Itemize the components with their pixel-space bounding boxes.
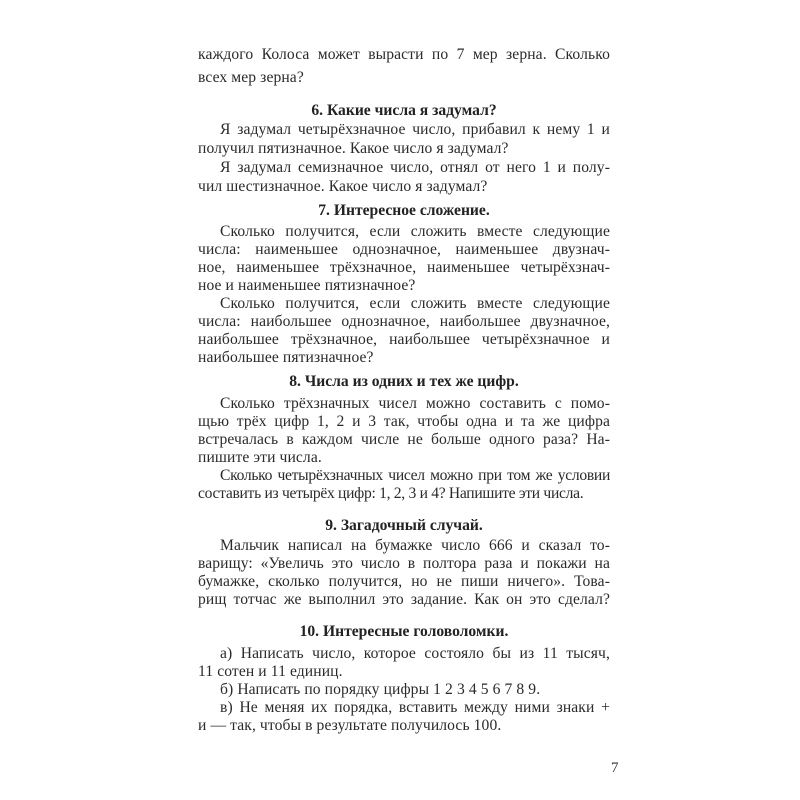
- text-line: Сколько трёхзначных чисел можно составить с помо-: [220, 395, 610, 412]
- text-line: каждого Колоса может вырасти по 7 мер зерна. Сколько: [198, 46, 610, 63]
- text-line: Сколько четырёхзначных чисел можно при том же условии: [220, 467, 610, 484]
- text-line: Сколько получится, если сложить вместе следующие: [220, 295, 610, 312]
- text-line: ное, наименьшее трёхзначное, наименьшее четырёхзнач-: [198, 259, 610, 276]
- text-line: щью трёх цифр 1, 2 и 3 так, чтобы одна и та же цифра: [198, 413, 610, 430]
- text-line: рищ тотчас же выполнил это задание. Как он это сделал?: [198, 591, 610, 608]
- section-heading: 8. Числа из одних и тех же цифр.: [289, 373, 519, 390]
- text-line: бумажке, сколько получится, но не пиши ничего». Това-: [198, 573, 610, 590]
- text-line: составить из четырёх цифр: 1, 2, 3 и 4? Напишите эти числа.: [198, 485, 584, 502]
- text-line: числа: наименьшее однозначное, наименьшее двузнач-: [198, 241, 610, 258]
- text-line: наибольшее трёхзначное, наибольшее четырёхзначное и: [198, 331, 610, 348]
- text-line: Я задумал семизначное число, отнял от него 1 и полу-: [220, 159, 610, 176]
- text-line: а) Написать число, которое состояло бы из 11 тысяч,: [220, 645, 610, 662]
- section-heading: 10. Интересные головоломки.: [299, 623, 509, 640]
- text-line: Мальчик написал на бумажке число 666 и сказал то-: [220, 537, 610, 554]
- text-line: числа: наибольшее однозначное, наибольшее двузначное,: [198, 313, 610, 330]
- page-number: 7: [611, 760, 619, 776]
- text-line: получил пятизначное. Какое число я задумал?: [198, 140, 509, 157]
- section-heading: 7. Интересное сложение.: [318, 202, 490, 219]
- text-line: варищу: «Увеличь это число в полтора раза и покажи на: [198, 555, 610, 572]
- text-line: всех мер зерна?: [198, 69, 304, 86]
- section-heading: 6. Какие числа я задумал?: [311, 102, 497, 119]
- text-line: в) Не меняя их порядка, вставить между ними знаки +: [220, 699, 610, 716]
- text-line: наибольшее пятизначное?: [198, 349, 374, 366]
- text-line: ное и наименьшее пятизначное?: [198, 277, 416, 294]
- text-line: Сколько получится, если сложить вместе следующие: [220, 223, 610, 240]
- text-line: чил шестизначное. Какое число я задумал?: [198, 178, 488, 195]
- text-line: Я задумал четырёхзначное число, прибавил к нему 1 и: [220, 121, 610, 138]
- text-line: встречалась в каждом числе не больше одного раза? На-: [198, 431, 610, 448]
- section-heading: 9. Загадочный случай.: [325, 517, 483, 534]
- text-line: 11 сотен и 11 единиц.: [198, 663, 343, 680]
- text-line: б) Написать по порядку цифры 1 2 3 4 5 6 7 8 9.: [220, 681, 541, 698]
- text-line: и — так, чтобы в результате получилось 100.: [198, 717, 502, 734]
- text-line: пишите эти числа.: [198, 449, 322, 466]
